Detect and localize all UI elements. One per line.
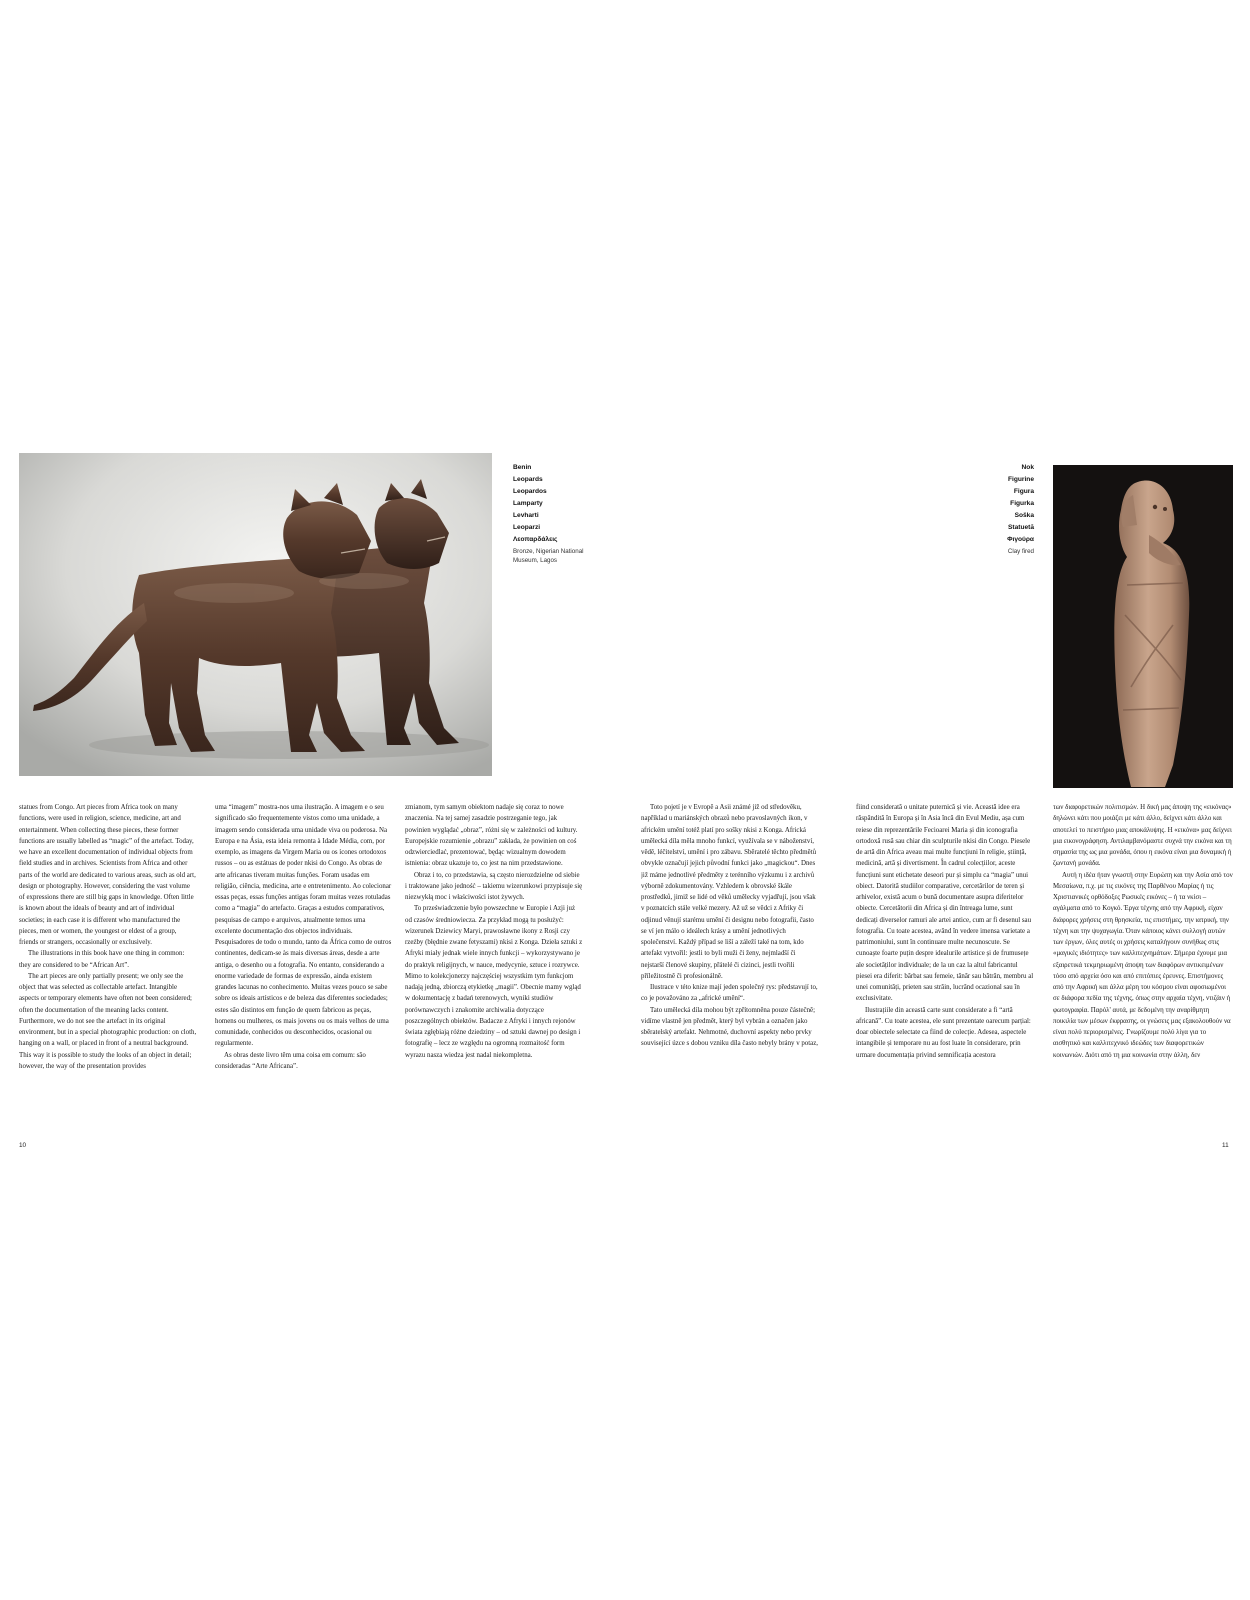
paragraph: The illustrations in this book have one thing in common: they are considered to be “African Art”. — [19, 950, 185, 969]
paragraph: uma “imagem” mostra-nos uma ilustração. A imagem e o seu significado são frequentemente vistos como uma unidade, a imagem sendo considerada uma unidade viva ou poderosa. Na Europa e na Ásia, esta ideia remonta à Idade Média, com, por exemplo, as imagens da Virgem Maria ou os ícones ortodoxos russos – ou as estátuas de poder nkisi do Congo. As obras de arte africanas tiveram muitas funções. Foram usadas em religião, ciência, medicina, arte e entretenimento. Ao colecionar essas peças, essas funções antigas foram muitas vezes rotuladas como a “magia” do artefacto. Graças a estudos comparativos, pesquisas de campo e arquivos, atualmente temos uma excelente documentação dos objectos individuais. Pesquisadores de todo o mundo, tanto da África como de outros continentes, dedicam-se às mais diversas áreas, desde a arte antiga, o desenho ou a fotografia. No entanto, considerando a enorme variedade de formas de expressão, ainda existem grandes lacunas no conhecimento. Muitas vezes pouco se sabe sobre os ideais artísticos e de beleza das diferentes sociedades; estes são distintos em função de quem fabricou as peças, homens ou mulheres, os mais jovens ou os mais velhos de uma comunidade, conhecidos ou desconhecidos, ocasional ou regularmente. — [215, 804, 392, 1048]
caption-name-cs: Soška — [1014, 512, 1034, 519]
caption-name-pt: Leopardos — [513, 488, 547, 495]
caption-name-pl: Figurka — [1010, 500, 1034, 507]
caption-name-pt: Figura — [1013, 488, 1034, 495]
caption-name-el: Λεοπαρδάλεις — [513, 536, 558, 543]
caption-name-en: Leopards — [513, 476, 543, 483]
text-column-english — [19, 802, 197, 1117]
page-number-left: 10 — [19, 1142, 27, 1149]
text-column-portuguese — [215, 802, 393, 1117]
caption-name-ro: Leoparzi — [513, 524, 541, 531]
caption-benin-leopards — [513, 462, 603, 565]
text-column-greek — [1053, 802, 1233, 1117]
paragraph: Tato umělecká díla mohou být zpřítomněna pouze částečně; vidíme vlastně jen předmět, který byl vybrán a označen jako sběratelský artefakt. Nehmotné, duchovní aspekty nebo prvky související úzce s dobou vzniku díla často nebyly brány v potaz, — [641, 1006, 819, 1048]
caption-name-cs: Levharti — [513, 512, 539, 519]
paragraph: Αυτή η ιδέα ήταν γνωστή στην Ευρώπη και την Ασία από τον Μεσαίωνα, π.χ. με τις εικόνες της Παρθένου Μαρίας ή τις Χριστιανικές ορθόδοξες Ρωσικές εικόνες – ή τα νκίσι – αγάλματα από το Κογκό. Έργα τέχνης από την Αφρική, είχαν διάφορες χρήσεις στη θρησκεία, τις επιστήμες, την ιατρική, την τέχνη και την ψυχαγωγία. Όταν κάποιος κάνει συλλογή αυτών των έργων, όλες αυτές οι χρήσεις καταλήγουν συνήθως στις «μαγικές ιδιότητες» των καλλιτεχνημάτων. Σήμερα έχουμε μια εξαιρετικά τεκμηριωμένη άποψη των διαφόρων αντικειμένων τόσο από αρχεία όσο και από επιτόπιες έρευνες. Επιστήμονες από την Αφρική και άλλα μέρη του κόσμου είναι αφοσιωμένοι σε διάφορα πεδία της τέχνης, όπως στην αρχαία τέχνη, ντιζάιν ή φωτογραφία. Παρόλ' αυτά, με δεδομένη την αναρίθμητη ποικιλία των μέσων έκφρασης, οι γνώσεις μας εξακολουθούν να είναι πολύ περιορισμένες. Γνωρίζουμε πολύ λίγα για το αισθητικό και καλλιτεχνικό ιδεώδες των διαφορετικών κοινωνιών. Διότι από τη μια κοινωνία στην άλλη, δεν — [1053, 871, 1233, 1059]
paragraph: των διαφορετικών πολιτισμών. Η δική μας άποψη της «εικόνας» δηλώνει κάτι που μοιάζει με κάτι άλλο, δείχνει κάτι άλλο και αποτελεί το πειστήριο μιας αποκάλυψης. Η «εικόνα» μας δείχνει μια εικονογράφηση. Αντιλαμβανόμαστε συχνά την εικόνα και τη σημασία της ως μια μονάδα, όπου η εικόνα είναι μια δυναμική ή ζωντανή μονάδα. — [1053, 804, 1232, 868]
nok-figurine-photo — [1053, 465, 1233, 788]
paragraph: Ilustrațiile din această carte sunt considerate a fi “artă africană”. Cu toate acestea, ele sunt prezentate oarecum parțial: doar obiectele selectate ca fiind de colecție. Adesea, aspectele intangibile și temporare nu au fost luate în considerare, prin urmare documentația privind semnificația acestora — [856, 1006, 1031, 1059]
caption-title: Nok — [1021, 464, 1034, 471]
caption-nok-figurine — [944, 462, 1034, 556]
paragraph: Obraz i to, co przedstawia, są często nierozdzielne od siebie i traktowane jako jedność – takiemu wizerunkowi przypisuje się niezwykłą moc i właściwości istot żywych. — [405, 871, 583, 901]
caption-name-ro: Statuetă — [1007, 524, 1034, 531]
leopards-illustration — [19, 453, 492, 776]
text-column-romanian — [856, 802, 1034, 1117]
leopards-photo — [19, 453, 492, 776]
paragraph: zmianom, tym samym obiektom nadaje się coraz to nowe znaczenia. Na tej samej zasadzie postrzeganie tego, jak powinien wyglądać „obraz”, różni się w zależności od kultury. Europejskie rozumienie „obrazu” zakłada, że powinien on coś odzwierciedlać, prezentować, będąc wizualnym dowodem istnienia: obraz ukazuje to, co jest na nim przedstawione. — [405, 804, 578, 868]
paragraph: fiind considerată o unitate puternică și vie. Această idee era răspândită în Europa și în Asia încă din Evul Mediu, așa cum reiese din reprezentările Fecioarei Maria și din iconografia ortodoxă rusă sau chiar din sculpturile nkisi din Congo. Piesele de artă din Africa aveau mai multe funcțiuni în religie, știință, medicină, artă și divertisment. În cadrul colecțiilor, aceste funcțiuni sunt etichetate deseori pur și simplu ca “magia” unui obiect. Datorită studiilor comparative, cercetărilor de teren și arhivelor, există acum o bună documentare asupra diferitelor obiecte. Cercetătorii din Africa și din întreaga lume, sunt dedicați diverselor ramuri ale artei antice, cum ar fi desenul sau fotografia. Cu toate acestea, având în vedere imensa varietate a patrimoniului, sunt în continuare multe necunoscute. Se cunoaște foarte puțin despre idealurile artistice și de frumusețe ale societăților individuale; de la un caz la altul fabricantul piesei era diferit: bărbat sau femeie, tânăr sau bătrân, membru al unei comunități, prieten sau străin, lucrând ocazional sau în exclusivitate. — [856, 804, 1034, 1003]
text-column-czech — [641, 802, 819, 1117]
paragraph: Toto pojetí je v Evropě a Asii známé již od středověku, například u mariánských obrazů nebo pravoslavných ikon, v africkém umění totéž platí pro sošky nkisi z Konga. Africká umělecká díla měla mnoho funkcí, využívala se v náboženství, vědě, léčitelství, umění i pro zábavu. Sběratelé těchto předmětů obvykle označují jejich původní funkci jako „magickou“. Dnes již máme jednotlivé předměty z terénního výzkumu i z archivů výborně zdokumentovány. Vzhledem k obrovské škále prostředků, jimiž se lidé od věků umělecky vyjadřují, jsou však v poznatcích stále velké mezery. Až už se vědci z Afriky či odjinud věnují starému umění či designu nebo fotografii, často se ví jen málo o ideálech krásy a umění jednotlivých společenství. Každý případ se liší a záleží také na tom, kdo artefakt vytvořil: jestli to byli muži či ženy, nejmladší či nejstarší členové skupiny, přátelé či cizinci, jestli tvořili příležitostně či profesionálně. — [641, 804, 817, 980]
caption-name-en: Figurine — [1007, 476, 1034, 483]
caption-material: Bronze, Nigerian National Museum, Lagos — [513, 548, 584, 564]
nok-figurine-illustration — [1053, 465, 1233, 788]
paragraph: statues from Congo. Art pieces from Africa took on many functions, were used in religion, science, medicine, art and entertainment. When collecting these pieces, these former functions are usually labelled as “magic” of the artefact. Today, we have an excellent documentation of individual objects from field studies and in archives. Scientists from Africa and other parts of the world are dedicated to various areas, such as old art, design or photography. However, considering the vast volume of expressions there are still big gaps in knowledge. Often little is known about the ideals of beauty and art of individual societies; in each case it is different who manufactured the pieces, men or women, the youngest or eldest of a group, friends or strangers, occasionally or exclusively. — [19, 804, 196, 946]
paragraph: The art pieces are only partially present; we only see the object that was selected as collectable artefact. Intangible aspects or temporary elements have often not been considered; often the documentation of the meaning lacks content. Furthermore, we do not see the artefact in its original environment, but in a special photographic production: on cloth, hanging on a wall, or placed in front of a neutral background. This way it is possible to study the looks of an object in detail; however, the way of the presentation provides — [19, 972, 197, 1070]
caption-material: Clay fired — [1007, 548, 1034, 555]
caption-name-pl: Lamparty — [513, 500, 543, 507]
paragraph: To przeświadczenie było powszechne w Europie i Azji już od czasów średniowiecza. Za przykład mogą tu posłużyć: wizerunek Dziewicy Maryi, prawosławne ikony z Rosji czy rzeźby (błędnie zwane fetyszami) nkisi z Konga. Dzieła sztuki z Afryki miały jednak wiele innych funkcji – wykorzystywano je do praktyk religijnych, w nauce, medycynie, sztuce i rozrywce. Mimo to kolekcjonerzy najczęściej wszystkim tym funkcjom nadają jedną, zbiorczą etykietkę „magii”. Obecnie mamy wgląd w dokumentację z badań terenowych, wyniki studiów porównawczych i znakomite archiwalia dotyczące poszczególnych obiektów. Badacze z Afryki i innych rejonów świata zgłębiają różne dziedziny – od sztuki dawnej po design i fotografię – lecz ze względu na ogromną rozmaitość form wyrazu nasza wiedza jest nadal niekompletna. — [405, 905, 583, 1059]
paragraph: As obras deste livro têm uma coisa em comum: são consideradas “Arte Africana”. — [215, 1051, 366, 1070]
caption-name-el: Φιγούρα — [1007, 536, 1034, 543]
caption-title: Benin — [513, 464, 532, 471]
paragraph: Ilustrace v této knize mají jeden společný rys: představují to, co je považováno za „africké umění“. — [641, 984, 818, 1003]
page-number-right: 11 — [1222, 1142, 1229, 1149]
text-column-polish — [405, 802, 583, 1117]
